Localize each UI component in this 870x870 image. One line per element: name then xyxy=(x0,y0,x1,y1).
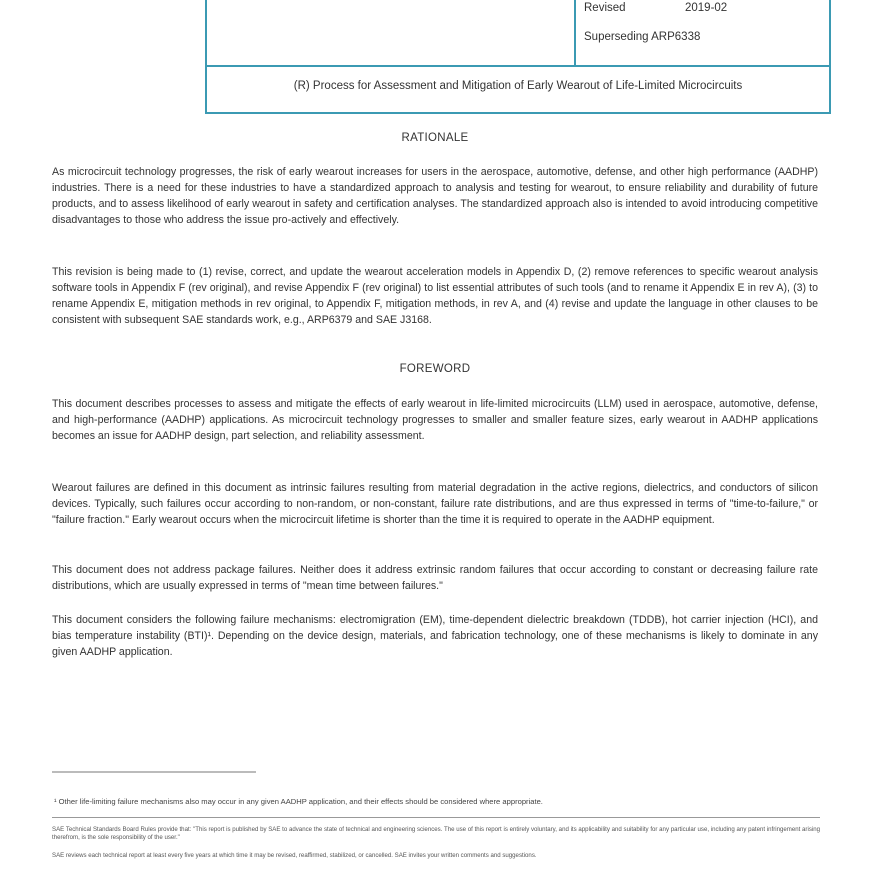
header-row-divider xyxy=(207,65,829,67)
legal-notice-1: SAE Technical Standards Board Rules provide that: "This report is published by SAE to advance the state of technical and engineering sciences. The use of this report is entirely voluntary, and its applicability and suitability for any particular use, including any patent infringement arising therefrom, is the sole responsibility of the user." xyxy=(52,826,820,841)
legal-notice-2: SAE reviews each technical report at least every five years at which time it may be revised, reaffirmed, stabilized, or cancelled. SAE invites your written comments and suggestions. xyxy=(52,852,537,859)
rationale-paragraph-2: This revision is being made to (1) revise, correct, and update the wearout acceleration models in Appendix D, (2) remove references to specific wearout analysis software tools in Appendix F (rev original), and revise Appendix F (rev original) to list essential attributes of such tools (and to rename it Appendix E in rev A), (3) to rename Appendix E, mitigation methods in rev original, to Appendix F, mitigation methods, in rev A, and (4) revise and update the language in other clauses to be consistent with subsequent SAE standards work, e.g., ARP6379 and SAE J3168. xyxy=(52,266,818,326)
revised-date: 2019-02 xyxy=(685,2,728,14)
footnote-separator xyxy=(52,771,256,773)
revised-label: Revised xyxy=(584,2,626,14)
document-header-box xyxy=(205,0,831,114)
foreword-paragraph-3: This document does not address package failures. Neither does it address extrinsic random failures that occur according to constant or decreasing failure rate distributions, which are usually expressed in terms of "mean time between failures." xyxy=(52,564,818,592)
document-title: (R) Process for Assessment and Mitigation of Early Wearout of Life-Limited Microcircuits xyxy=(293,80,743,92)
rationale-paragraph-1: As microcircuit technology progresses, the risk of early wearout increases for users in the aerospace, automotive, defense, and other high performance (AADHP) industries. There is a need for these industries to have a standardized approach to analysis and testing for wearout, to ensure reliability and durability of future products, and to assess likelihood of early wearout in safety and certification analyses. The standardized approach also is intended to avoid introducing competitive disadvantages to those who address the issue pro-actively and effectively. xyxy=(52,166,818,226)
foreword-paragraph-1: This document describes processes to assess and mitigate the effects of early wearout in life-limited microcircuits (LLM) used in aerospace, automotive, defense, and high-performance (AADHP) applications. As microcircuit technology progresses to smaller and smaller feature sizes, early wearout in AADHP applications becomes an issue for AADHP design, part selection, and reliability assessment. xyxy=(52,398,818,442)
foreword-heading: FOREWORD xyxy=(399,363,471,375)
footnote: ¹ Other life-limiting failure mechanisms also may occur in any given AADHP application, and their effects should be considered where appropriate. xyxy=(54,797,543,806)
foreword-paragraph-2: Wearout failures are defined in this document as intrinsic failures resulting from material degradation in the active regions, dielectrics, and conductors of silicon devices. Typically, such failures occur according to non-random, or non-constant, failure rate distributions, and are thus expressed in terms of "time-to-failure," or "failure fraction." Early wearout occurs when the microcircuit lifetime is shorter than the time it is required to operate in the AADHP equipment. xyxy=(52,482,818,526)
header-column-divider xyxy=(574,0,576,65)
rationale-heading: RATIONALE xyxy=(401,132,469,144)
legal-separator xyxy=(52,817,820,818)
superseding-note: Superseding ARP6338 xyxy=(584,31,701,43)
foreword-paragraph-4: This document considers the following failure mechanisms: electromigration (EM), time-dependent dielectric breakdown (TDDB), hot carrier injection (HCI), and bias temperature instability (BTI)¹. Depending on the device design, materials, and fabrication technology, one of these mechanisms is likely to dominate in any given AADHP application. xyxy=(52,614,818,658)
